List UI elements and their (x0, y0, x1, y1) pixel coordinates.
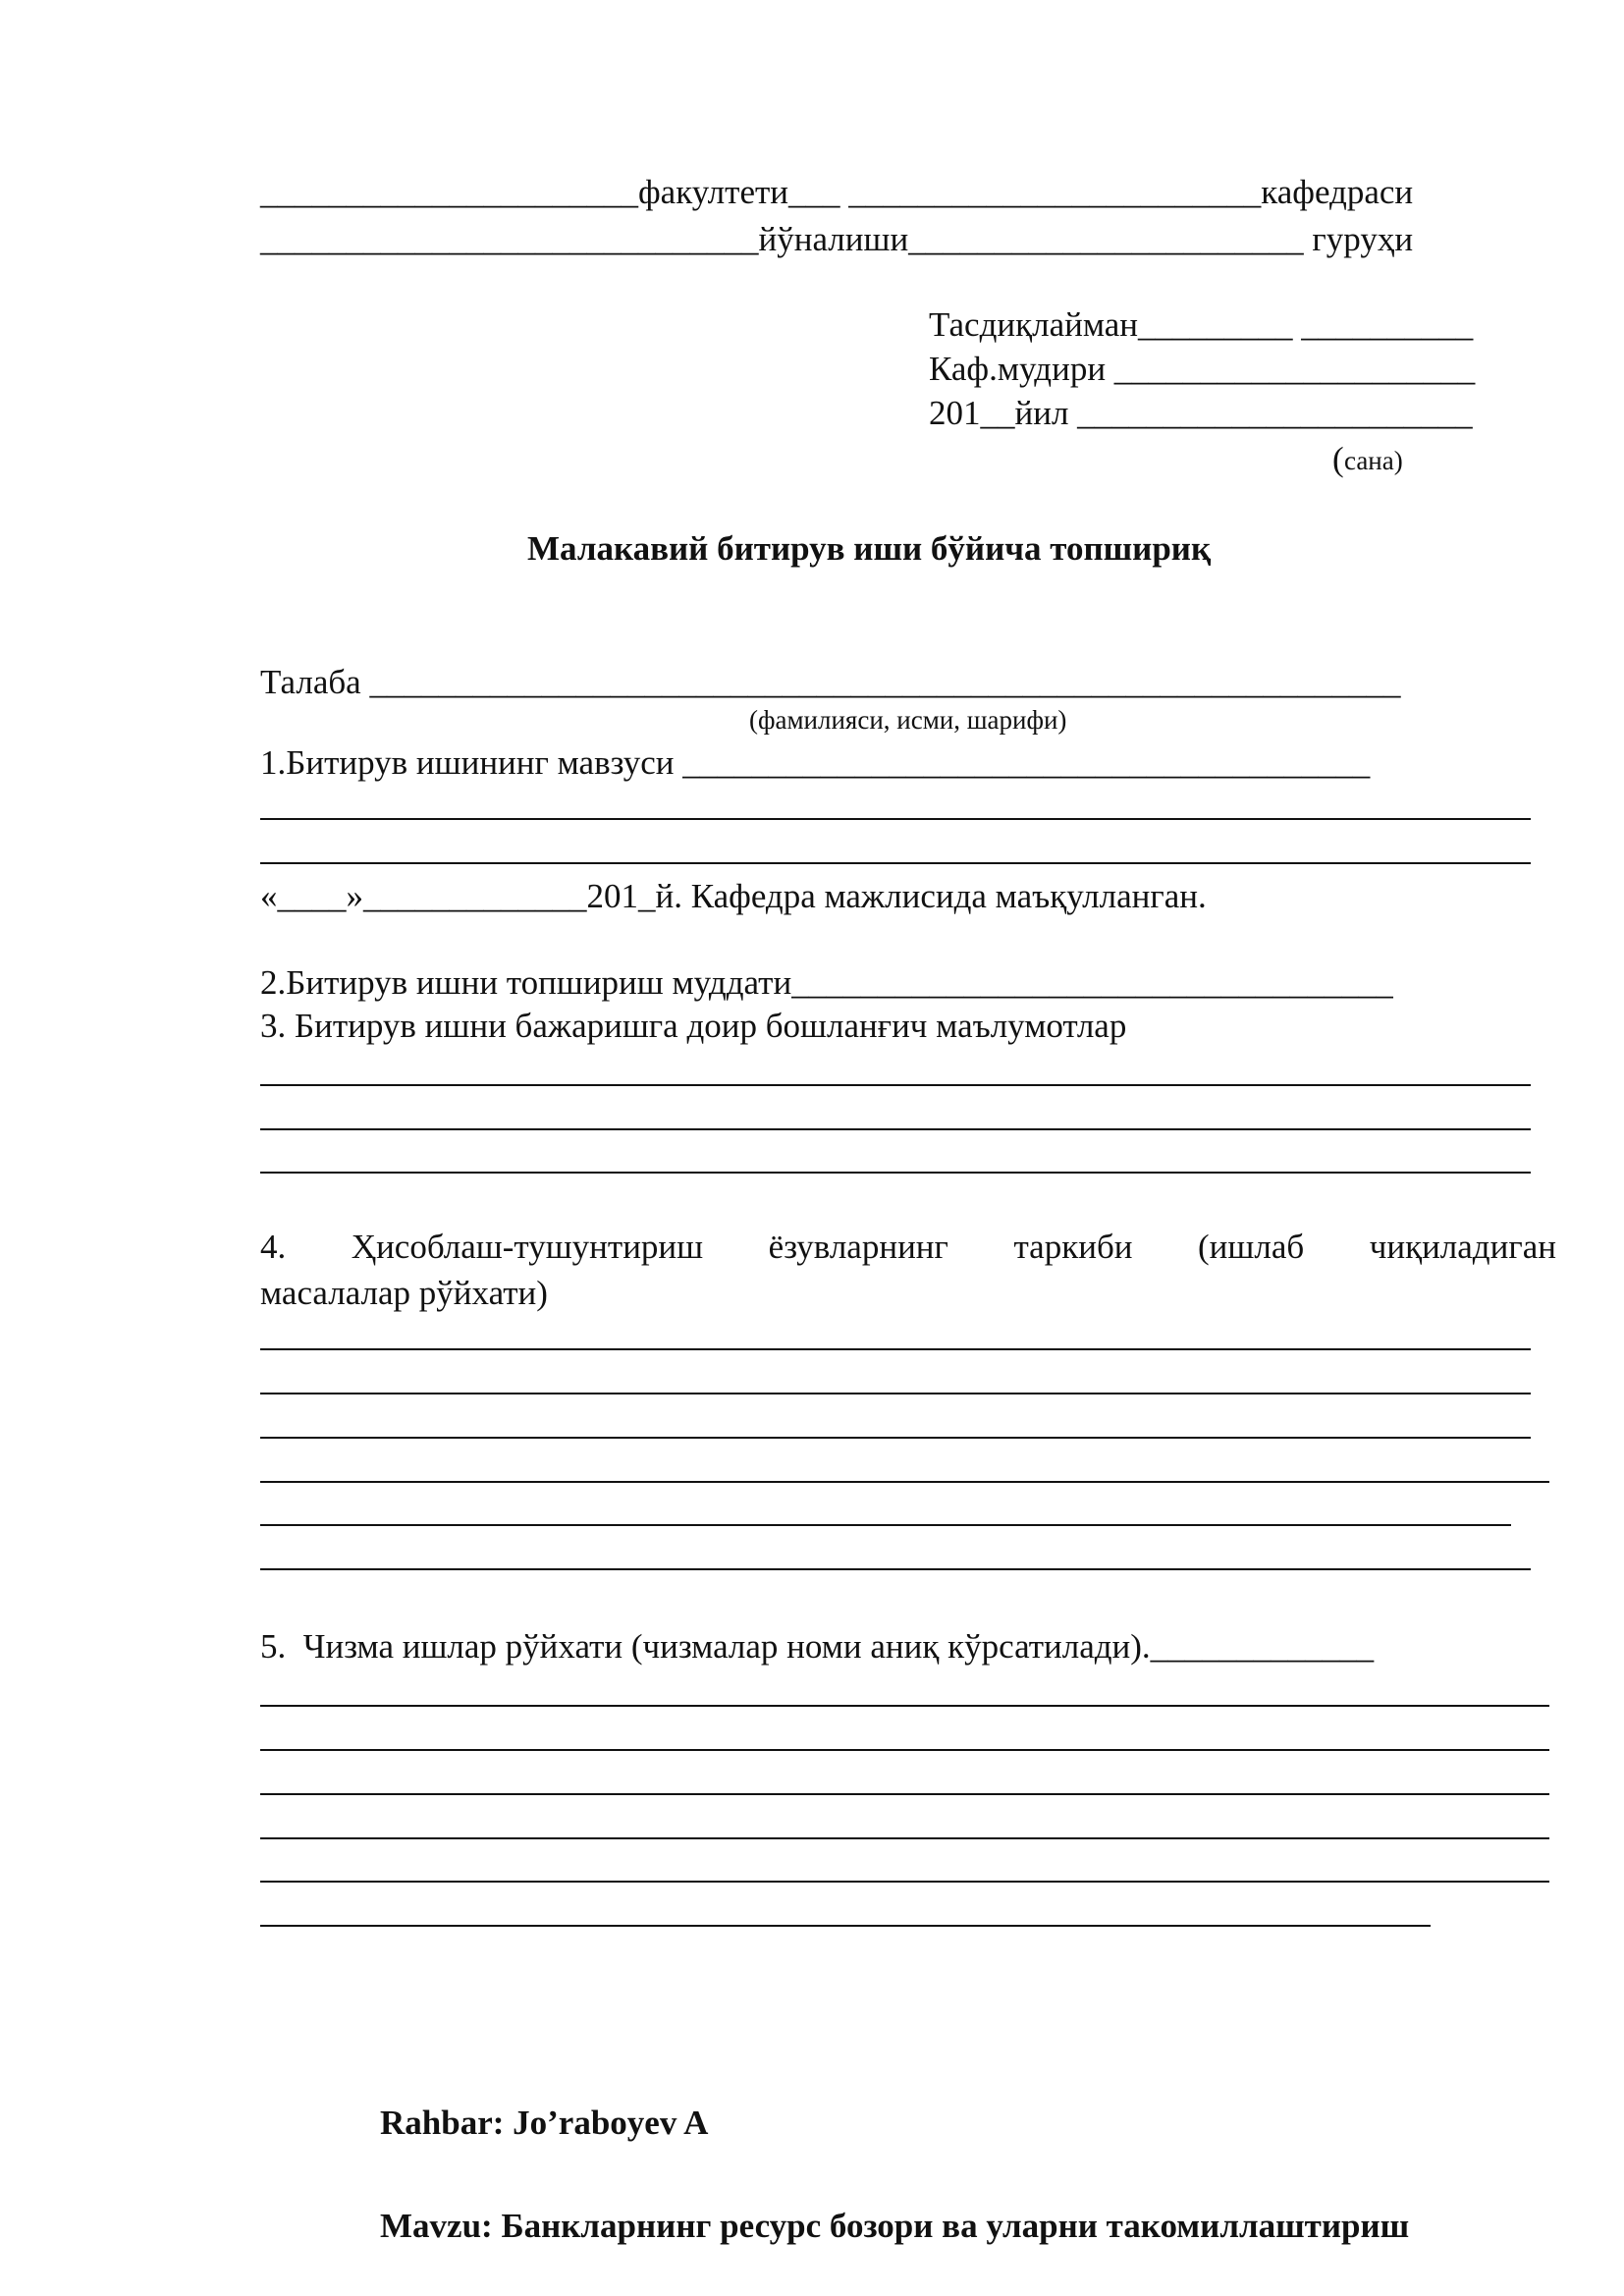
blank-line (260, 1524, 1511, 1526)
approve-line: Тасдиқлайман_________ __________ (929, 305, 1474, 344)
faculty-department-line: ______________________факултети___ ________________________кафедраси (260, 173, 1414, 211)
blank-line (260, 1568, 1531, 1570)
date-note: сана) (1344, 446, 1403, 475)
blank-line (260, 1705, 1549, 1707)
item-4-word: (ишлаб (1198, 1228, 1305, 1266)
blank-line (260, 1128, 1531, 1130)
blank-line (260, 1481, 1549, 1483)
item-4-line-1 (260, 1230, 1556, 1264)
item-4-word: 4. (260, 1228, 287, 1266)
blank-line (260, 1793, 1549, 1795)
blank-line (260, 1881, 1549, 1883)
blank-line (260, 1437, 1531, 1439)
student-line: Талаба ____________________________________________________________ (260, 663, 1401, 701)
blank-line (260, 862, 1531, 864)
item-5-drawings: 5. Чизма ишлар рўйхати (чизмалар номи аниқ кўрсатилади)._____________ (260, 1627, 1375, 1666)
supervisor: Rahbar: Jo’raboyev A (380, 2104, 709, 2142)
topic: Mavzu: Банкларнинг ресурс бозори ва уларни такомиллаштириш (380, 2207, 1410, 2245)
year-line: 201__йил _______________________ (929, 394, 1473, 432)
blank-line (260, 1084, 1531, 1086)
blank-line (260, 1393, 1531, 1394)
item-4-word: чиқиладиган (1369, 1228, 1556, 1266)
item-4-word: ёзувларнинг (768, 1228, 948, 1266)
blank-line (260, 1749, 1549, 1751)
item-4-word: таркиби (1013, 1228, 1133, 1266)
approved-date-line: «____»_____________201_й. Кафедра мажлисида маъқулланган. (260, 877, 1207, 915)
blank-line (260, 1837, 1549, 1839)
blank-line (260, 1172, 1531, 1174)
item-4-line-2: масалалар рўйхати) (260, 1274, 548, 1312)
item-4-word: Ҳисоблаш-тушунтириш (351, 1228, 704, 1266)
direction-group-line: _____________________________йўналиши_______________________ гуруҳи (260, 220, 1414, 258)
document-title: Малакавий битирув иши бўйича топшириқ (527, 529, 1212, 568)
student-name-note: (фамилияси, исми, шарифи) (749, 705, 1067, 735)
item-2-deadline: 2.Битирув ишни топшириш муддати___________________________________ (260, 963, 1393, 1002)
date-paren: ( (1332, 440, 1344, 478)
blank-line (260, 818, 1531, 820)
department-head-line: Каф.мудири _____________________ (929, 350, 1476, 388)
blank-line (260, 1925, 1431, 1927)
item-3-initial-data: 3. Битирув ишни бажаришга доир бошланғич маълумотлар (260, 1007, 1127, 1045)
item-1-topic: 1.Битирув ишининг мавзуси ________________________________________ (260, 743, 1371, 782)
blank-line (260, 1348, 1531, 1350)
